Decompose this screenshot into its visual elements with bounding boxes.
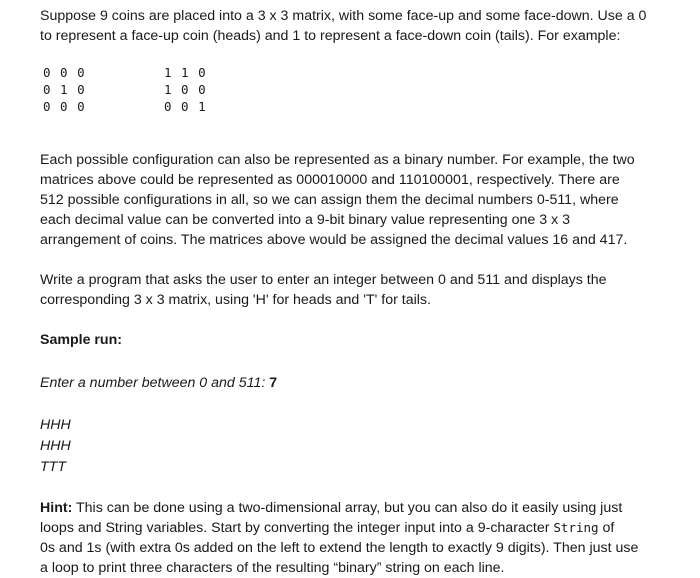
output-row: HHH: [40, 438, 71, 454]
binary-line-3: 512 possible configurations in all, so we can assign them the decimal numbers 0-511, where: [40, 192, 619, 208]
matrix-row: 0 0 1: [164, 99, 207, 114]
task-line-2: corresponding 3 x 3 matrix, using 'H' for heads and 'T' for tails.: [40, 292, 431, 308]
hint-line-1-text: This can be done using a two-dimensional array, but you can also do it easily using just: [72, 500, 623, 516]
binary-line-1: Each possible configuration can also be represented as a binary number. For example, the two: [40, 152, 635, 168]
sample-output: [40, 415, 690, 478]
problem-document: [40, 6, 690, 578]
binary-line-4: each decimal value can be converted into a 9-bit binary value representing one 3 x 3: [40, 212, 570, 228]
hint-line-2-post: of: [598, 520, 615, 536]
matrix-row: 0 0 0: [43, 65, 86, 80]
hint-line-2: [40, 518, 690, 538]
binary-line-5: arrangement of coins. The matrices above would be assigned the decimal values 16 and 417.: [40, 232, 628, 248]
sample-prompt-text: Enter a number between 0 and 511:: [40, 375, 270, 391]
binary-line-2: matrices above could be represented as 000010000 and 110100001, respectively. There are: [40, 172, 620, 188]
output-row: HHH: [40, 417, 71, 433]
matrix-row: 1 0 0: [164, 82, 207, 97]
intro-line-1: Suppose 9 coins are placed into a 3 x 3 matrix, with some face-up and some face-down. Use a 0: [40, 8, 647, 24]
example-matrix-first: [43, 64, 86, 115]
hint-line-1: [40, 498, 690, 518]
task-line-1: Write a program that asks the user to enter an integer between 0 and 511 and displays the: [40, 272, 607, 288]
hint-code-string: String: [553, 520, 599, 535]
sample-input-value: 7: [269, 375, 278, 391]
hint-line-3: 0s and 1s (with extra 0s added on the left to extend the length to exactly 9 digits). Then just use: [40, 540, 639, 556]
hint-line-2-pre: loops and String variables. Start by converting the integer input into a 9-character: [40, 520, 554, 536]
hint-line-4: a loop to print three characters of the resulting “binary” string on each line.: [40, 560, 505, 576]
intro-line-2: to represent a face-up coin (heads) and 1 to represent a face-down coin (tails). For example:: [40, 28, 621, 44]
hint-label: Hint:: [40, 500, 73, 516]
sample-run-label: Sample run:: [40, 332, 122, 348]
matrix-row: 0 0 0: [43, 99, 86, 114]
hint-paragraph: [40, 498, 690, 578]
intro-paragraph: [40, 6, 690, 46]
example-matrix-second: [164, 64, 207, 115]
matrix-row: 1 1 0: [164, 65, 207, 80]
task-paragraph: [40, 270, 690, 310]
matrix-row: 0 1 0: [43, 82, 86, 97]
example-matrices: [40, 64, 690, 124]
sample-prompt: [40, 373, 690, 393]
output-row: TTT: [40, 459, 66, 475]
binary-paragraph: [40, 150, 690, 250]
